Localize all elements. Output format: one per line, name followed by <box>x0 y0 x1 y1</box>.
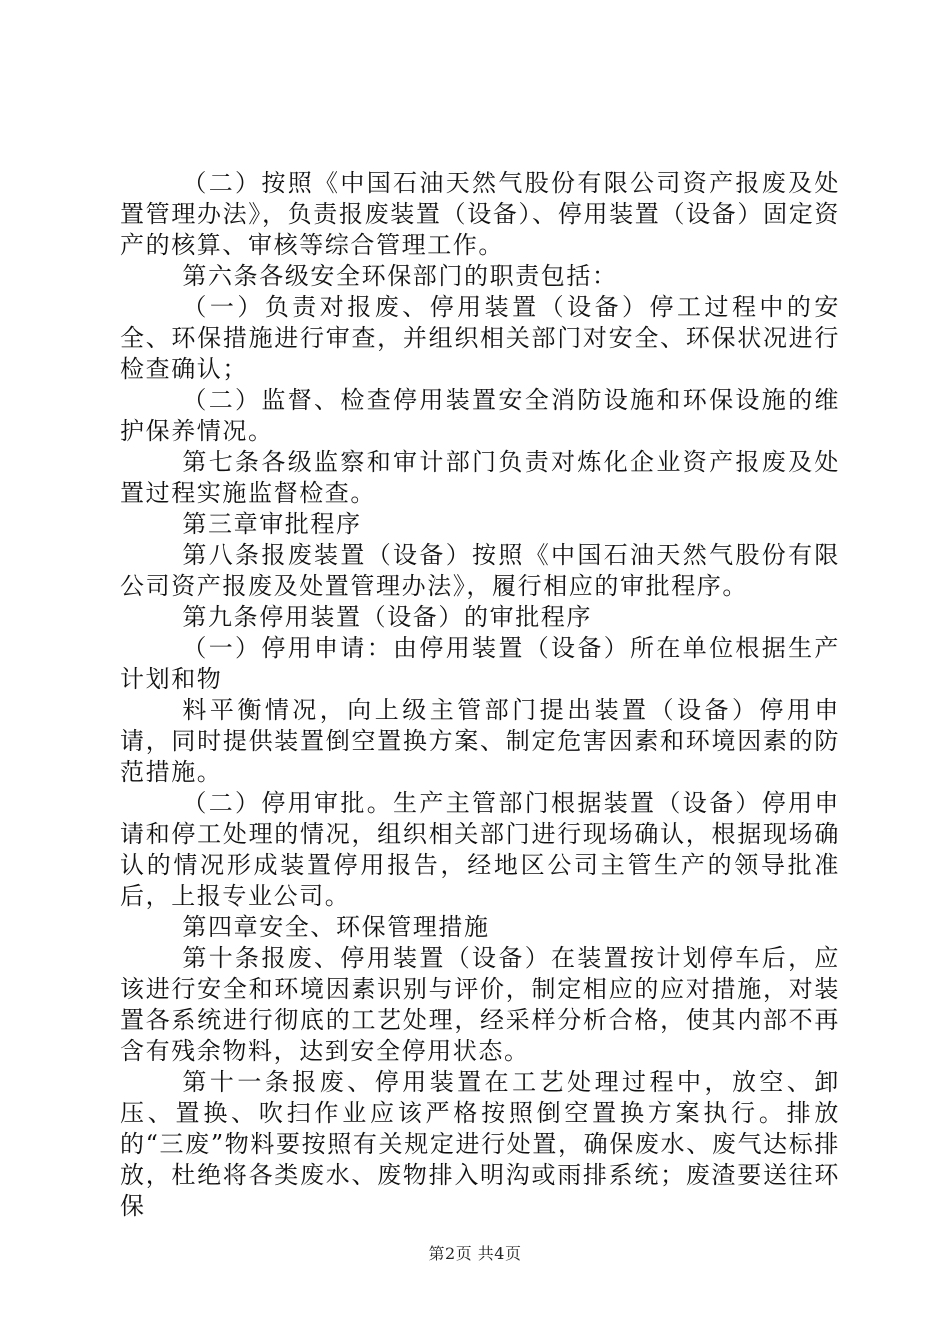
chapter-3-heading: 第三章审批程序 <box>182 510 362 538</box>
paragraph-4: （二）监督、检查停用装置安全消防设施和环保设施的维护保养情况。 <box>120 386 840 445</box>
paragraph-article-8: 第八条报废装置（设备）按照《中国石油天然气股份有限公司资产报废及处置管理办法》，履行相应的审批程序。 <box>120 541 840 600</box>
chapter-4-heading: 第四章安全、环保管理措施 <box>182 913 490 941</box>
paragraph-1: （二）按照《中国石油天然气股份有限公司资产报废及处置管理办法》，负责报废装置（设备）、停用装置（设备）固定资产的核算、审核等综合管理工作。 <box>120 169 840 259</box>
document-body <box>120 168 840 1222</box>
paragraph-11: （二）停用审批。生产主管部门根据装置（设备）停用申请和停工处理的情况，组织相关部门进行现场确认，根据现场确认的情况形成装置停用报告，经地区公司主管生产的领导批准后，上报专业公司。 <box>120 789 840 910</box>
paragraph-article-11: 第十一条报废、停用装置在工艺处理过程中，放空、卸压、置换、吹扫作业应该严格按照倒空置换方案执行。排放的“三废”物料要按照有关规定进行处置，确保废水、废气达标排放，杜绝将各类废水、废物排入明沟或雨排系统；废渣要送往环保 <box>120 1068 840 1220</box>
paragraph-article-9: 第九条停用装置（设备）的审批程序 <box>182 603 592 631</box>
paragraph-3: （一）负责对报废、停用装置（设备）停工过程中的安全、环保措施进行审查，并组织相关部门对安全、环保状况进行检查确认； <box>120 293 840 383</box>
paragraph-10: 料平衡情况，向上级主管部门提出装置（设备）停用申请，同时提供装置倒空置换方案、制定危害因素和环境因素的防范措施。 <box>120 696 840 786</box>
paragraph-article-6: 第六条各级安全环保部门的职责包括： <box>182 262 618 290</box>
paragraph-article-10: 第十条报废、停用装置（设备）在装置按计划停车后，应该进行安全和环境因素识别与评价，制定相应的应对措施，对装置各系统进行彻底的工艺处理，经采样分析合格，使其内部不再含有残余物料，达到安全停用状态。 <box>120 944 840 1065</box>
paragraph-article-7: 第七条各级监察和审计部门负责对炼化企业资产报废及处置过程实施监督检查。 <box>120 448 840 507</box>
page-footer: 第2页 共4页 <box>428 1244 522 1263</box>
paragraph-9: （一）停用申请：由停用装置（设备）所在单位根据生产计划和物 <box>120 634 840 693</box>
